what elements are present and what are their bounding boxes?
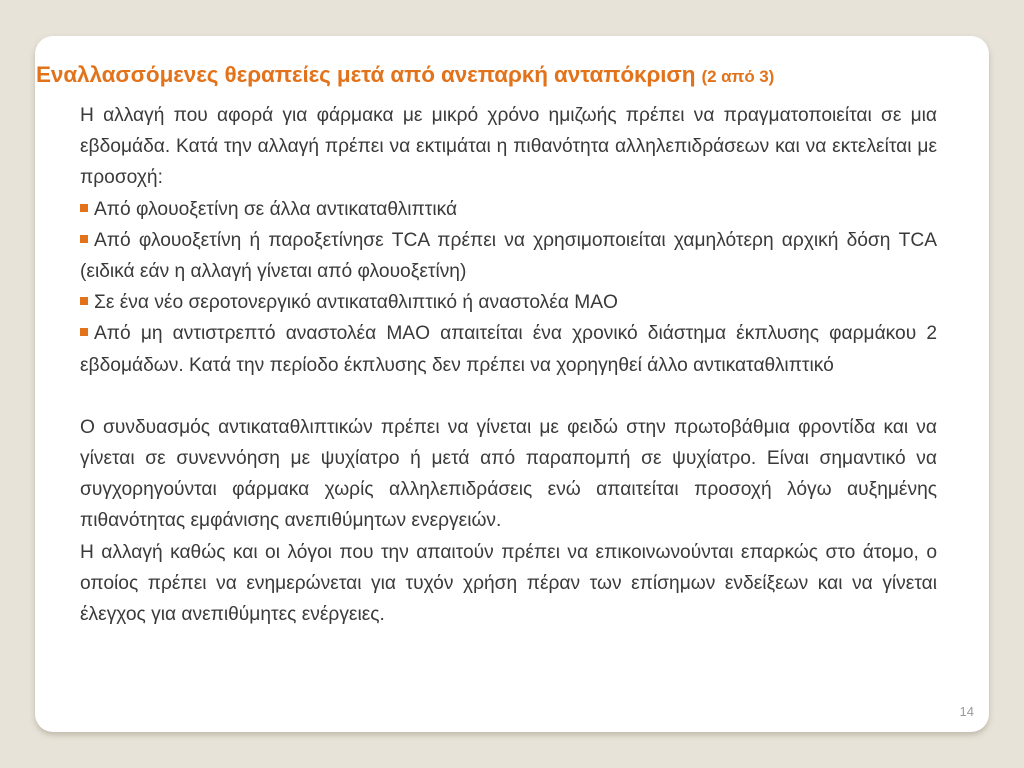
- slide-body: [80, 100, 937, 630]
- slide-title-text: Εναλλασσόμενες θεραπείες μετά από ανεπαρκή ανταπόκριση: [36, 62, 696, 87]
- bullet-item: [80, 287, 937, 318]
- bullet-item: [80, 194, 937, 225]
- slide-title: [36, 62, 996, 88]
- paragraph-spacer: [80, 381, 937, 412]
- square-bullet-icon: [80, 328, 88, 336]
- square-bullet-icon: [80, 235, 88, 243]
- bullet-text: Από φλουοξετίνη ή παροξετίνησε TCA πρέπει να χρησιμοποιείται χαμηλότερη αρχική δόση TCA (ειδικά εάν η αλλαγή γίνεται από φλουοξετίνη): [80, 229, 937, 283]
- combination-paragraph: Ο συνδυασμός αντικαταθλιπτικών πρέπει να γίνεται με φειδώ στην πρωτοβάθμια φροντίδα και να γίνεται σε συνεννόηση με ψυχίατρο ή μετά από παραπομπή σε ψυχίατρο. Είναι σημαντικό να συγχορηγούνται φάρμακα χωρίς αλληλεπιδράσεις ενώ απαιτείται προσοχή λόγω αυξημένης πιθανότητας εμφάνισης ανεπιθύμητων ενεργειών.: [80, 416, 937, 532]
- bullet-text: Σε ένα νέο σεροτονεργικό αντικαταθλιπτικό ή αναστολέα MAO: [94, 292, 618, 314]
- communication-paragraph: Η αλλαγή καθώς και οι λόγοι που την απαιτούν πρέπει να επικοινωνούνται επαρκώς στο άτομο, ο οποίος πρέπει να ενημερώνεται για τυχόν χρήση πέραν των επίσημων ενδείξεων και να γίνεται έλεγχος για ανεπιθύμητες ενέργειες.: [80, 541, 937, 626]
- bullet-text: Από φλουοξετίνη σε άλλα αντικαταθλιπτικά: [94, 198, 458, 220]
- bullet-item: [80, 318, 937, 380]
- slide-title-counter: (2 από 3): [701, 67, 775, 86]
- square-bullet-icon: [80, 204, 88, 212]
- page-number: 14: [959, 704, 974, 719]
- intro-paragraph: Η αλλαγή που αφορά για φάρμακα με μικρό χρόνο ημιζωής πρέπει να πραγματοποιείται σε μια εβδομάδα. Κατά την αλλαγή πρέπει να εκτιμάται η πιθανότητα αλληλεπιδράσεων και να εκτελείται με προσοχή:: [80, 105, 937, 189]
- square-bullet-icon: [80, 297, 88, 305]
- bullet-item: [80, 225, 937, 287]
- bullet-text: Από μη αντιστρεπτό αναστολέα MAO απαιτείται ένα χρονικό διάστημα έκπλυσης φαρμάκου 2 εβδομάδων. Κατά την περίοδο έκπλυσης δεν πρέπει να χορηγηθεί άλλο αντικαταθλιπτικό: [80, 323, 937, 376]
